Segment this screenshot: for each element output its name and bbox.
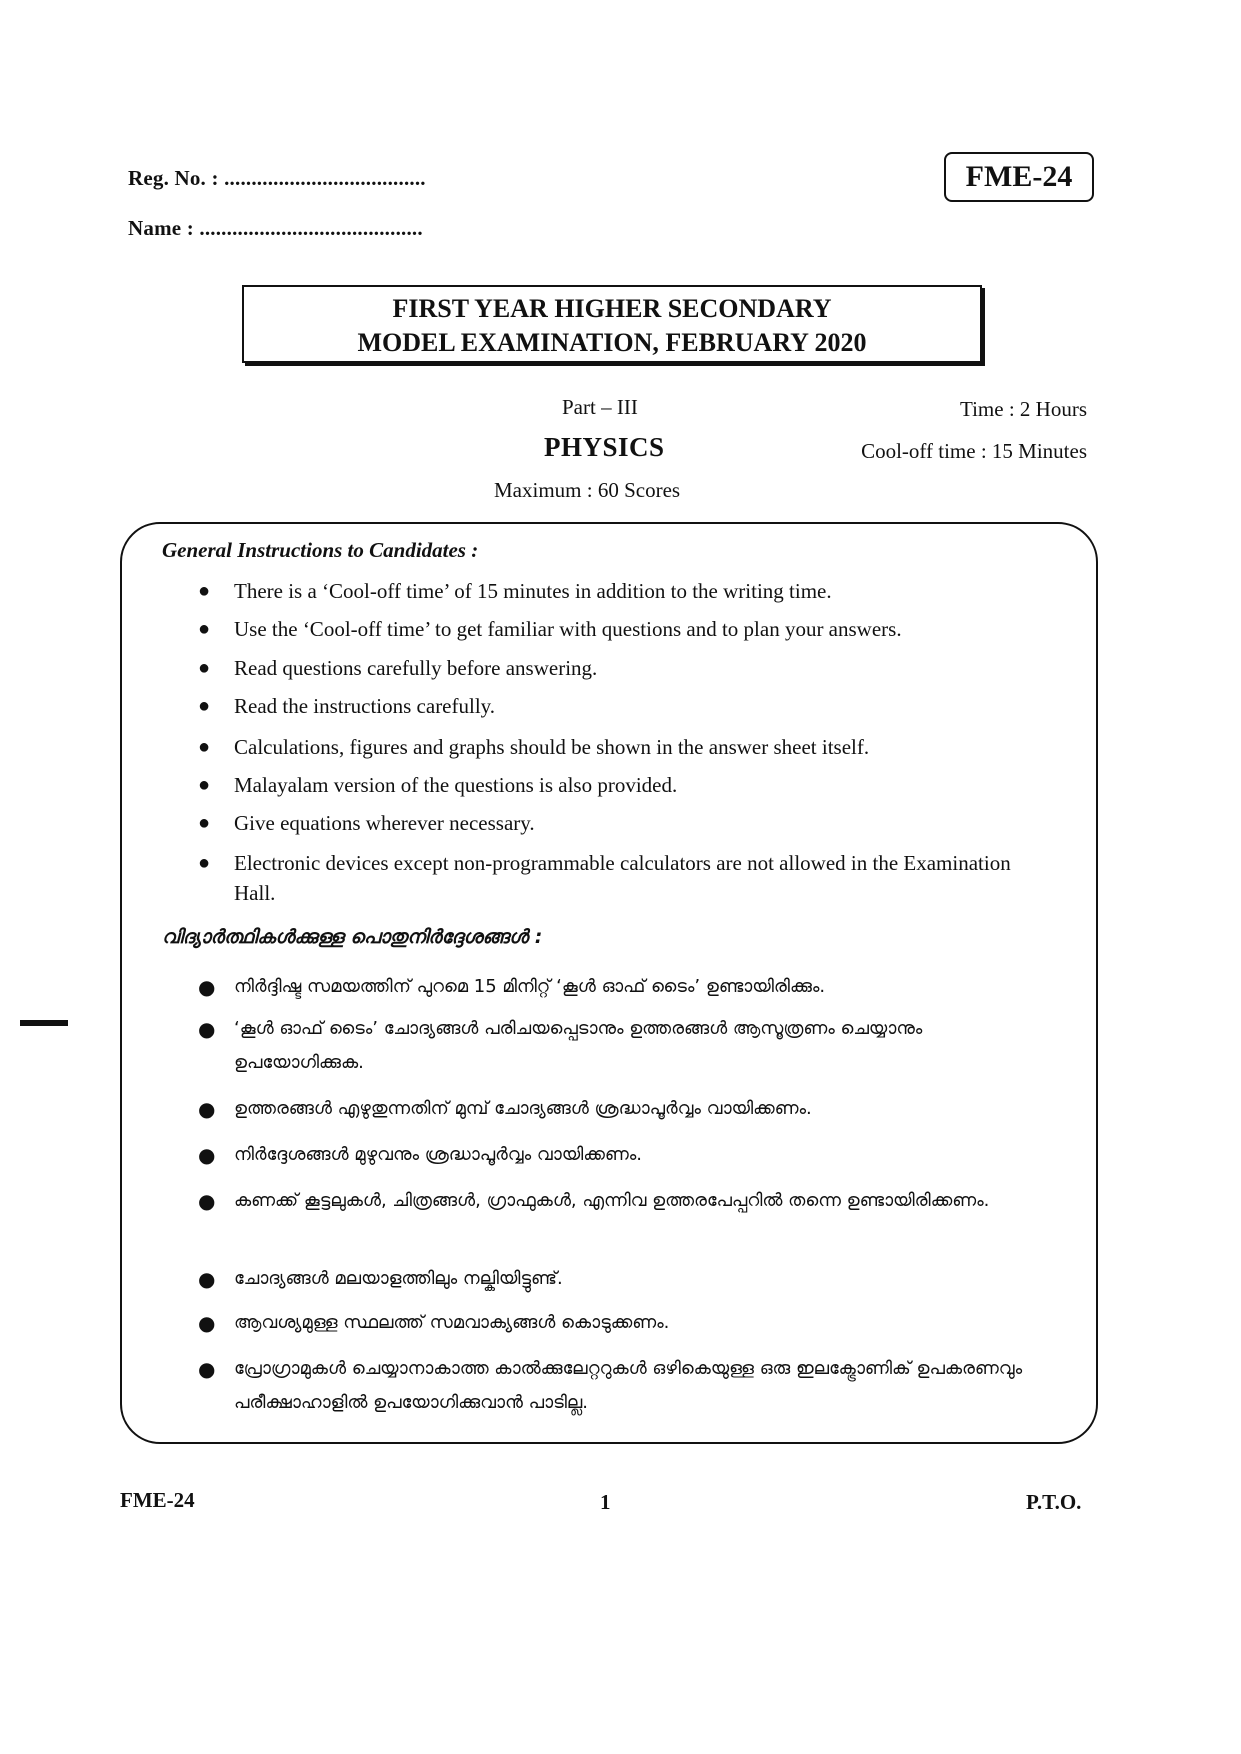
- instruction-item-ml: ● ഉത്തരങ്ങൾ എഴുതുന്നതിന് മുമ്പ് ചോദ്യങ്ങൾ ശ്രദ്ധാപൂർവ്വം വായിക്കണം.: [234, 1092, 1054, 1126]
- bullet-icon: ●: [198, 1311, 216, 1335]
- reg-no-field: Reg. No. : .....................................: [128, 166, 426, 190]
- bullet-icon: ●: [198, 1357, 216, 1381]
- bullet-icon: ●: [198, 1267, 216, 1291]
- maximum-scores: Maximum : 60 Scores: [494, 478, 681, 502]
- part-label: Part – III: [562, 395, 638, 419]
- paper-code-box: [944, 152, 1094, 202]
- bullet-icon: ●: [198, 657, 211, 679]
- subject-title: PHYSICS: [544, 432, 665, 462]
- instruction-item: ● Read questions carefully before answering.: [234, 653, 1054, 683]
- footer-paper-code: FME-24: [120, 1488, 195, 1512]
- instruction-item: ● Use the ‘Cool-off time’ to get familiar with questions and to plan your answers.: [234, 614, 1054, 644]
- instruction-item: ● Electronic devices except non-programmable calculators are not allowed in the Examination Hall.: [234, 848, 1034, 908]
- bullet-icon: ●: [198, 580, 211, 602]
- exam-title-box: [242, 285, 982, 363]
- bullet-icon: ●: [198, 695, 211, 717]
- exam-time: Time : 2 Hours: [960, 397, 1087, 421]
- bullet-icon: ●: [198, 618, 211, 640]
- please-turn-over: P.T.O.: [1026, 1490, 1082, 1514]
- instruction-item-ml: ● കണക്ക് കൂട്ടലുകൾ, ചിത്രങ്ങൾ, ഗ്രാഫുകൾ, എന്നിവ ഉത്തരപേപ്പറിൽ തന്നെ ഉണ്ടായിരിക്കണം.: [234, 1184, 1054, 1218]
- instruction-item-ml: ● ‘കൂൾ ഓഫ് ടൈം’ ചോദ്യങ്ങൾ പരിചയപ്പെടാനും ഉത്തരങ്ങൾ ആസൂത്രണം ചെയ്യാനും ഉപയോഗിക്കുക.: [234, 1012, 1054, 1080]
- cool-off-time: Cool-off time : 15 Minutes: [861, 439, 1087, 463]
- instruction-item-ml: ● പ്രോഗ്രാമുകൾ ചെയ്യാനാകാത്ത കാൽക്കുലേറ്ററുകൾ ഒഴികെയുള്ള ഒരു ഇലക്ട്രോണിക് ഉപകരണവും പരീക്ഷാഹാളിൽ ഉപയോഗിക്കുവാൻ പാടില്ല.: [234, 1352, 1054, 1420]
- instructions-heading-en: General Instructions to Candidates :: [162, 538, 479, 562]
- instruction-item: ● Malayalam version of the questions is also provided.: [234, 770, 1054, 800]
- bullet-icon: ●: [198, 1017, 216, 1041]
- instruction-item-ml: ● നിർദ്ദിഷ്ട സമയത്തിന് പുറമെ 15 മിനിറ്റ് ‘കൂൾ ഓഫ് ടൈം’ ഉണ്ടായിരിക്കും.: [234, 970, 1054, 1004]
- exam-title-line2: MODEL EXAMINATION, FEBRUARY 2020: [357, 328, 867, 357]
- exam-title-line1: FIRST YEAR HIGHER SECONDARY: [392, 294, 832, 323]
- instruction-item: ● Calculations, figures and graphs should be shown in the answer sheet itself.: [234, 732, 1054, 762]
- instruction-item-ml: ● ചോദ്യങ്ങൾ മലയാളത്തിലും നല്കിയിട്ടുണ്ട്.: [234, 1262, 1054, 1296]
- page-number: 1: [600, 1490, 611, 1514]
- bullet-icon: ●: [198, 774, 211, 796]
- bullet-icon: ●: [198, 736, 211, 758]
- instruction-item: ● There is a ‘Cool-off time’ of 15 minutes in addition to the writing time.: [234, 576, 1054, 606]
- bullet-icon: ●: [198, 812, 211, 834]
- bullet-icon: ●: [198, 1189, 216, 1213]
- instruction-item: ● Read the instructions carefully.: [234, 691, 1054, 721]
- bullet-icon: ●: [198, 975, 216, 999]
- name-field: Name : .........................................: [128, 216, 423, 240]
- bullet-icon: ●: [198, 1097, 216, 1121]
- bullet-icon: ●: [198, 852, 211, 874]
- instruction-item: ● Give equations wherever necessary.: [234, 808, 1054, 838]
- instruction-item-ml: ● ആവശ്യമുള്ള സ്ഥലത്ത് സമവാക്യങ്ങൾ കൊടുക്കണം.: [234, 1306, 1054, 1340]
- margin-mark: [20, 1020, 68, 1026]
- paper-code: FME-24: [965, 160, 1073, 193]
- instruction-item-ml: ● നിർദ്ദേശങ്ങൾ മുഴുവനും ശ്രദ്ധാപൂർവ്വം വായിക്കണം.: [234, 1138, 1054, 1172]
- bullet-icon: ●: [198, 1143, 216, 1167]
- instructions-heading-ml: വിദ്യാർത്ഥികൾക്കുള്ള പൊതുനിർദ്ദേശങ്ങൾ :: [162, 926, 543, 948]
